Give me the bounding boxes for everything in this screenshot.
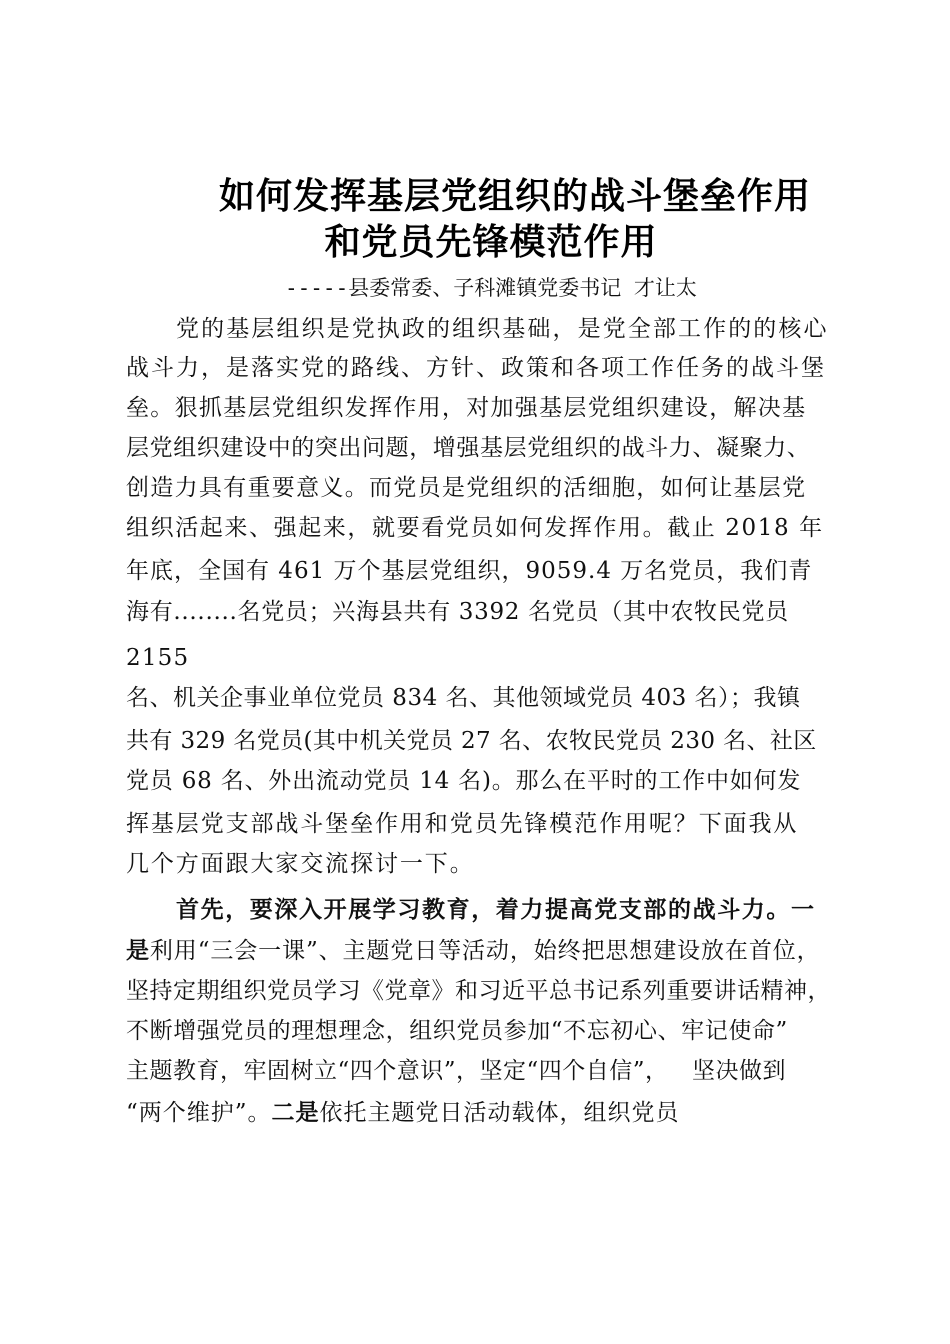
document-title-line2: 和党员先锋模范作用 [324, 221, 658, 263]
paragraph1-line: 组织活起来、强起来，就要看党员如何发挥作用。截止 2018 年 [126, 515, 824, 541]
paragraph1-line: 名、机关企事业单位党员 834 名、其他领域党员 403 名）；我镇 [126, 685, 801, 711]
paragraph1-line: 2155 [126, 645, 190, 671]
paragraph2-line: 主题教育，牢固树立“四个意识”，坚定“四个自信”， 坚决做到 [126, 1058, 786, 1084]
author-byline: -----县委常委、子科滩镇党委书记 才让太 [285, 276, 697, 300]
section-heading-first: 首先，要深入开展学习教育，着力提高党支部的战斗力。一 [176, 897, 816, 923]
paragraph2-text: 利用“三会一课”、主题党日等活动，始终把思想建设放在首位， [149, 938, 821, 964]
paragraph1-line: 海有........名党员；兴海县共有 3392 名党员（其中农牧民党员 [126, 599, 789, 625]
paragraph1-line: 几个方面跟大家交流探讨一下。 [126, 851, 475, 877]
paragraph2-line [126, 935, 821, 967]
paragraph1-line: 党员 68 名、外出流动党员 14 名)。那么在平时的工作中如何发 [126, 768, 802, 794]
paragraph1-line: 共有 329 名党员(其中机关党员 27 名、农牧民党员 230 名、社区 [126, 728, 817, 754]
paragraph1-line: 战斗力，是落实党的路线、方针、政策和各项工作任务的战斗堡 [126, 355, 826, 381]
paragraph2-text: “两个维护”。 [126, 1100, 272, 1126]
paragraph1-line: 年底，全国有 461 万个基层党组织，9059.4 万名党员，我们青 [126, 558, 813, 584]
document-title-line1: 如何发挥基层党组织的战斗堡垒作用 [218, 175, 811, 217]
paragraph2-line: 不断增强党员的理想理念，组织党员参加“不忘初心、牢记使命” [126, 1018, 788, 1044]
paragraph2-line [126, 1097, 680, 1129]
paragraph1-line: 创造力具有重要意义。而党员是党组织的活细胞，如何让基层党 [126, 475, 807, 501]
bold-marker-two: 二是 [271, 1100, 320, 1126]
paragraph1-line: 党的基层组织是党执政的组织基础，是党全部工作的的核心 [176, 316, 829, 342]
paragraph1-line: 挥基层党支部战斗堡垒作用和党员先锋模范作用呢？下面我从 [126, 811, 799, 837]
paragraph1-line: 垒。狠抓基层党组织发挥作用，对加强基层党组织建设，解决基 [126, 395, 807, 421]
paragraph1-line: 层党组织建设中的突出问题，增强基层党组织的战斗力、凝聚力、 [126, 435, 811, 461]
paragraph2-line: 坚持定期组织党员学习《党章》和习近平总书记系列重要讲话精神， [126, 978, 831, 1004]
bold-marker-one: 是 [126, 938, 150, 964]
paragraph2-text: 依托主题党日活动载体，组织党员 [319, 1100, 680, 1126]
